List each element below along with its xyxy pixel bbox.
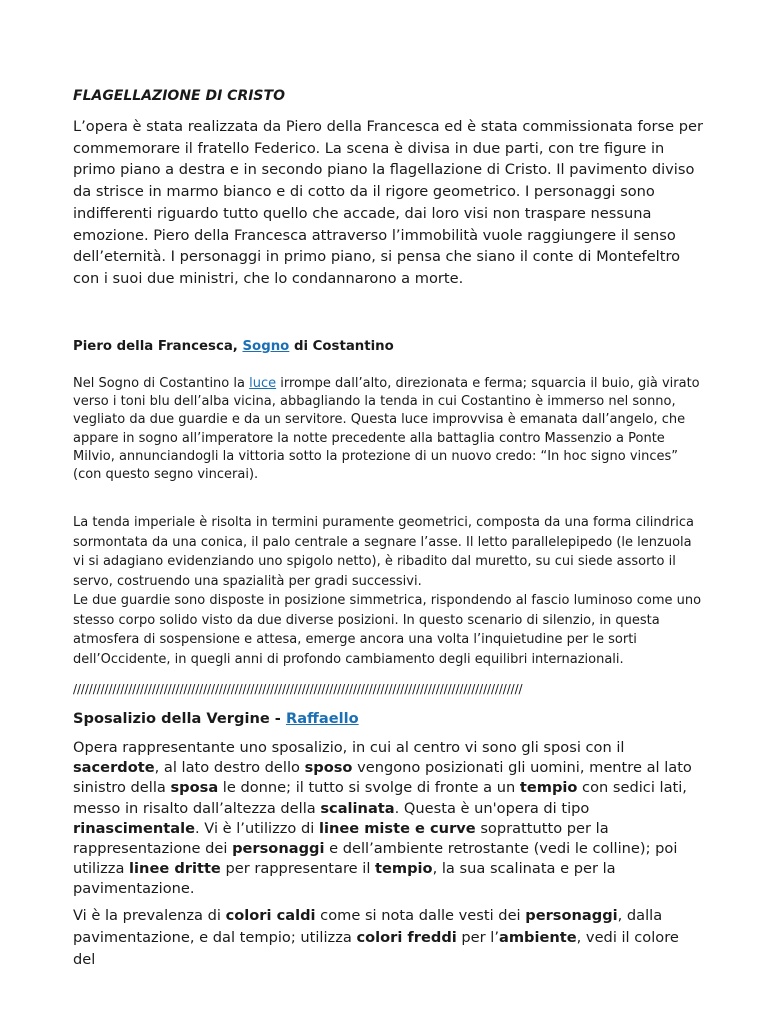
paragraph-text: . Vi è l’utilizzo di <box>195 819 319 837</box>
section-title-sogno <box>73 338 394 356</box>
raffaello-link[interactable]: Raffaello <box>285 710 359 727</box>
paragraph-text: , vedi il colore del <box>73 929 679 968</box>
bold-term: tempio <box>519 779 578 797</box>
bold-term: sposo <box>304 759 353 777</box>
paragraph-text: Opera rappresentante uno sposalizio, in cui al centro vi sono gli sposi con il <box>73 739 625 756</box>
bold-term: personaggi <box>525 907 618 924</box>
paragraph-text: vengono posizionati gli uomini, mentre al lato sinistro della <box>73 759 692 797</box>
paragraph-sposalizio-2 <box>73 905 703 971</box>
paragraph-text: per l’ <box>456 929 499 946</box>
paragraph-sogno-2 <box>73 513 703 669</box>
title-text: Piero della Francesca, <box>73 339 243 354</box>
paragraph-sogno-1 <box>73 375 703 484</box>
paragraph-text: e dell’ambiente retrostante (vedi le colline); poi utilizza <box>73 840 678 878</box>
paragraph-text: soprattutto per la rappresentazione dei <box>73 819 609 858</box>
divider-line: ////////////////////////////////////////////////////////////////////////////////////////////////////////////////// <box>73 682 523 696</box>
title-text: Sposalizio della Vergine - <box>73 710 286 727</box>
bold-term: tempio <box>375 860 433 878</box>
paragraph-text: con sedici lati, messo in risalto dall’altezza della <box>73 779 687 817</box>
paragraph-text: , dalla pavimentazione, e dal tempio; utilizza <box>73 907 663 946</box>
title-text: di Costantino <box>289 339 394 354</box>
paragraph-text: come si nota dalle vesti dei <box>315 907 526 924</box>
bold-term: personaggi <box>232 840 325 858</box>
paragraph-text: La tenda imperiale è risolta in termini puramente geometrici, composta da una forma cilindrica sormontata da una conica, il palo centrale a segnare l’asse. Il letto parallelepipedo (le lenzuola vi si adagiano evidenziando uno spigolo netto), è ribadito dal muretto, su cui siede assorto il servo, costruendo una spazialità per gradi successivi. <box>73 515 694 589</box>
bold-term: rinascimentale <box>73 819 195 837</box>
paragraph-text: , la sua scalinata e per la pavimentazione. <box>73 860 616 898</box>
bold-term: colori freddi <box>356 929 457 946</box>
luce-link[interactable]: luce <box>249 376 277 391</box>
bold-term: linee dritte <box>129 860 221 878</box>
section-title-flagellazione: FLAGELLAZIONE DI CRISTO <box>73 88 285 104</box>
paragraph-text: per rappresentare il <box>220 860 376 878</box>
bold-term: linee miste e curve <box>318 819 476 837</box>
bold-term: sposa <box>170 779 219 797</box>
paragraph-text: irrompe dall’alto, direzionata e ferma; squarcia il buio, già virato verso i toni blu dell’alba vicina, abbagliando la tenda in cui Costantino è immerso nel sonno, vegliato da due guardie e da un servitore. Questa luce improvvisa è emanata dall’angelo, che appare in sogno all’imperatore la notte precedente alla battaglia contro Massenzio a Ponte Milvio, annunciandogli la vittoria sotto la protezione di un nuovo credo: “In hoc signo vinces” (con questo segno vincerai). <box>73 376 700 483</box>
paragraph-text: Le due guardie sono disposte in posizione simmetrica, rispondendo al fascio luminoso come uno stesso corpo solido visto da due diverse posizioni. In questo scenario di silenzio, in questa atmosfera di sospensione e attesa, emerge ancora una volta l’inquietudine per le sorti dell’Occidente, in quegli anni di profondo cambiamento degli equilibri internazionali. <box>73 593 702 667</box>
section-title-sposalizio <box>73 709 359 729</box>
bold-term: ambiente <box>498 929 577 946</box>
bold-term: colori caldi <box>225 907 316 924</box>
paragraph-text: le donne; il tutto si svolge di fronte a un <box>218 779 520 797</box>
sogno-link[interactable]: Sogno <box>242 339 290 354</box>
paragraph-sposalizio-1 <box>73 738 703 900</box>
document-page <box>73 86 703 968</box>
bold-term: scalinata <box>320 799 395 817</box>
paragraph-text: Nel Sogno di Costantino la <box>73 376 250 391</box>
paragraph-text: Vi è la prevalenza di <box>73 907 226 924</box>
bold-term: sacerdote <box>73 759 155 777</box>
paragraph-text: , al lato destro dello <box>154 759 305 777</box>
paragraph-text: . Questa è un'opera di tipo <box>394 799 590 817</box>
paragraph-flagellazione: L’opera è stata realizzata da Piero della Francesca ed è stata commissionata forse per commemorare il fratello Federico. La scena è divisa in due parti, con tre figure in primo piano a destra e in secondo piano la flagellazione di Cristo. Il pavimento diviso da strisce in marmo bianco e di cotto da il rigore geometrico. I personaggi sono indifferenti riguardo tutto quello che accade, dai loro visi non traspare nessuna emozione. Piero della Francesca attraverso l’immobilità vuole raggiungere il senso dell’eternità. I personaggi in primo piano, si pensa che siano il conte di Montefeltro con i suoi due ministri, che lo condannarono a morte. <box>73 118 703 287</box>
